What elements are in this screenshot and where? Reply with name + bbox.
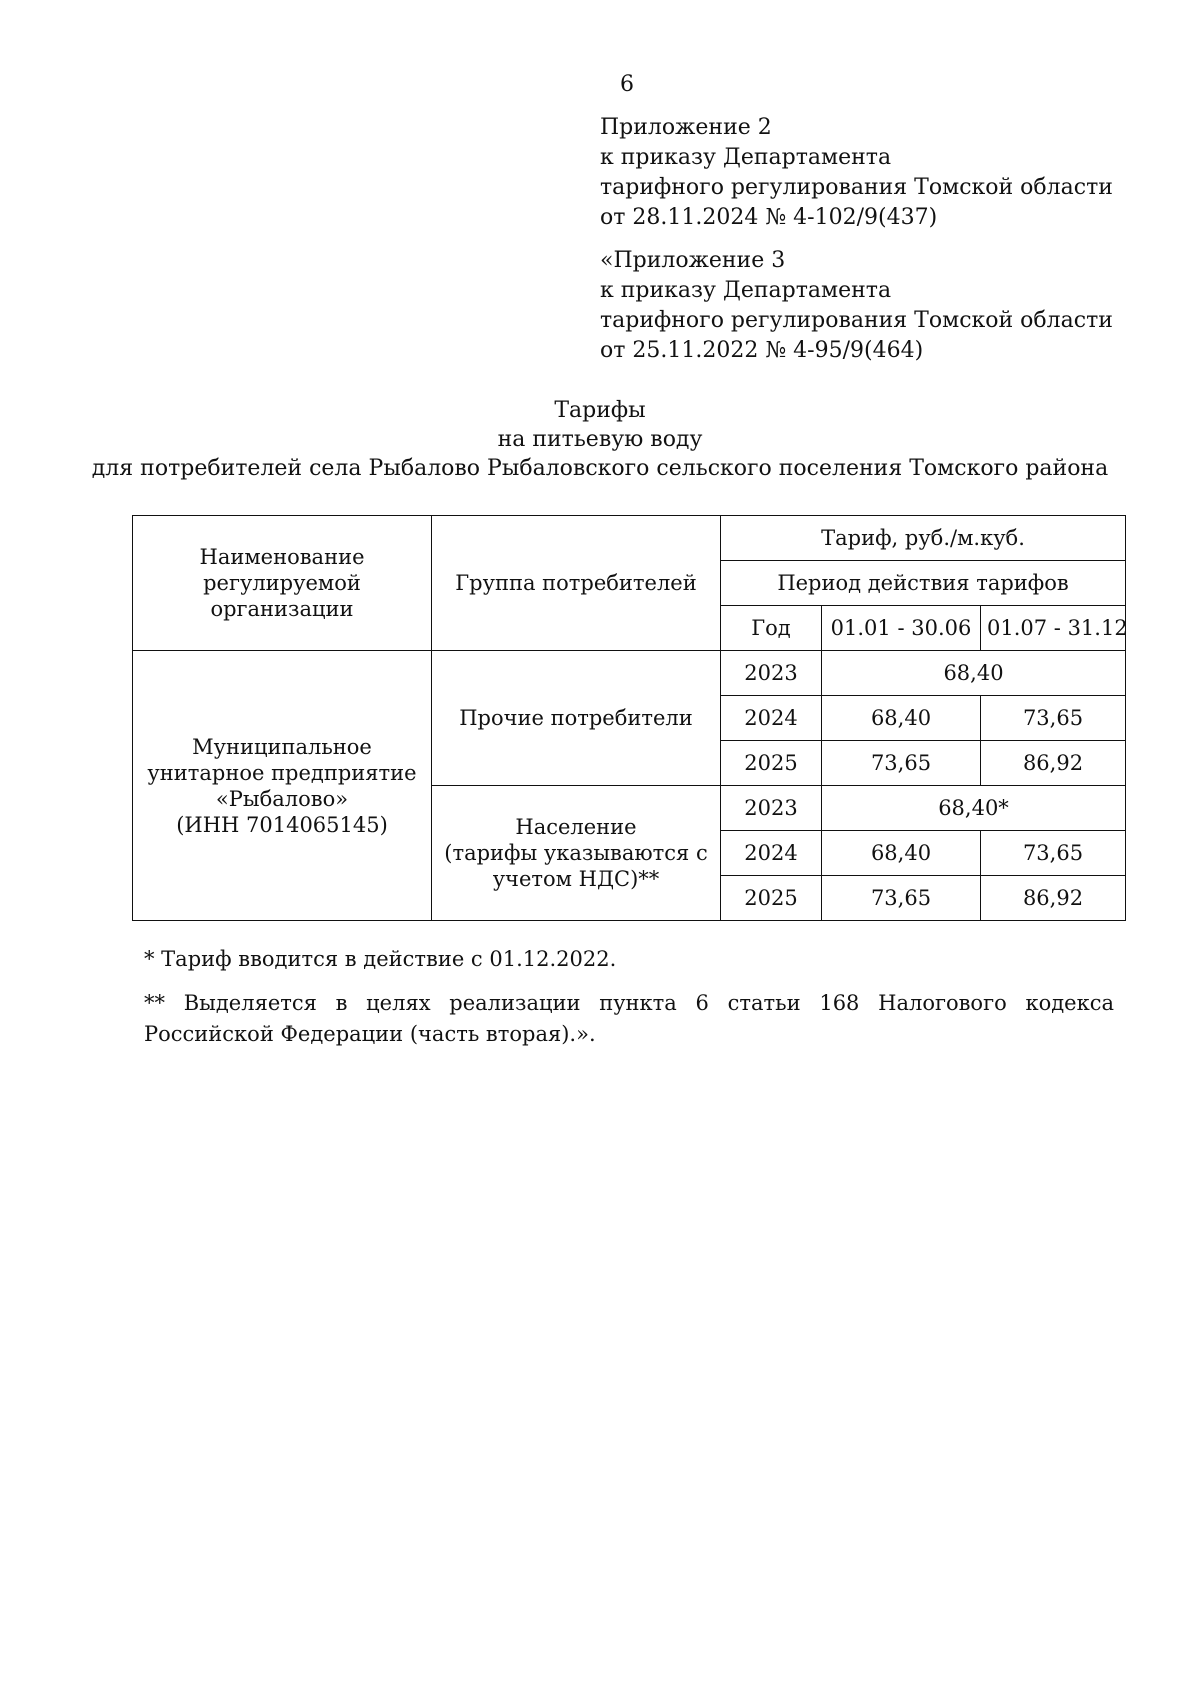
header-tariff: Тариф, руб./м.куб. [721,516,1126,561]
year-cell: 2023 [721,786,822,831]
title-line: Тарифы [554,398,646,423]
organization-line: Муниципальное [192,734,372,759]
year-cell: 2025 [721,876,822,921]
year-cell: 2024 [721,831,822,876]
annex-amended-header [600,246,1113,366]
organization-line: (ИНН 7014065145) [176,812,388,837]
annex-current-header [600,113,1113,233]
tariff-h1-cell: 73,65 [822,741,981,786]
annex-current-line: к приказу Департамента [600,145,892,170]
footnote-tariff-start: * Тариф вводится в действие с 01.12.2022. [144,947,617,971]
header-organization-line: регулируемой [203,571,361,595]
tariff-merged-cell: 68,40 [822,651,1126,696]
annex-amended-line: от 25.11.2022 № 4-95/9(464) [600,338,924,363]
header-organization [133,516,432,651]
header-period: Период действия тарифов [721,561,1126,606]
title-line: для потребителей села Рыбалово Рыбаловского сельского поселения Томского района [91,456,1109,481]
table-header-row [133,516,1126,561]
tariff-h2-cell: 73,65 [981,696,1126,741]
organization-line: «Рыбалово» [215,786,349,811]
annex-current-line: тарифного регулирования Томской области [600,175,1113,200]
group-name-line: Прочие потребители [459,706,693,730]
header-year: Год [721,606,822,651]
tariff-table [132,515,1126,921]
organization-line: унитарное предприятие [147,760,417,785]
tariff-h2-cell: 86,92 [981,876,1126,921]
annex-current-line: от 28.11.2024 № 4-102/9(437) [600,205,938,230]
year-cell: 2025 [721,741,822,786]
tariff-h1-cell: 68,40 [822,696,981,741]
header-organization-line: организации [210,597,354,621]
annex-amended-line: к приказу Департамента [600,278,892,303]
tariff-h2-cell: 86,92 [981,741,1126,786]
tariff-h1-cell: 68,40 [822,831,981,876]
header-half1: 01.01 - 30.06 [822,606,981,651]
year-cell: 2024 [721,696,822,741]
title-line: на питьевую воду [497,427,703,452]
footnote-vat: ** Выделяется в целях реализации пункта 6 статьи 168 Налогового кодекса Российской Федерации (часть вторая).». [144,991,1114,1046]
annex-current-line: Приложение 2 [600,115,772,140]
header-consumer-group: Группа потребителей [432,516,721,651]
header-organization-line: Наименование [199,545,365,569]
group-name-line: Население [515,815,637,839]
year-cell: 2023 [721,651,822,696]
table-row [133,651,1126,696]
tariff-h2-cell: 73,65 [981,831,1126,876]
tariff-h1-cell: 73,65 [822,876,981,921]
organization-cell [133,651,432,921]
group-name-line: (тарифы указываются с [444,841,708,865]
group-cell [432,786,721,921]
annex-amended-line: «Приложение 3 [600,248,786,273]
header-half2: 01.07 - 31.12 [981,606,1126,651]
annex-amended-line: тарифного регулирования Томской области [600,308,1113,333]
group-cell [432,651,721,786]
document-title [0,396,1200,483]
page-number: 6 [620,72,634,97]
tariff-merged-cell: 68,40* [822,786,1126,831]
group-name-line: учетом НДС)** [492,867,660,891]
